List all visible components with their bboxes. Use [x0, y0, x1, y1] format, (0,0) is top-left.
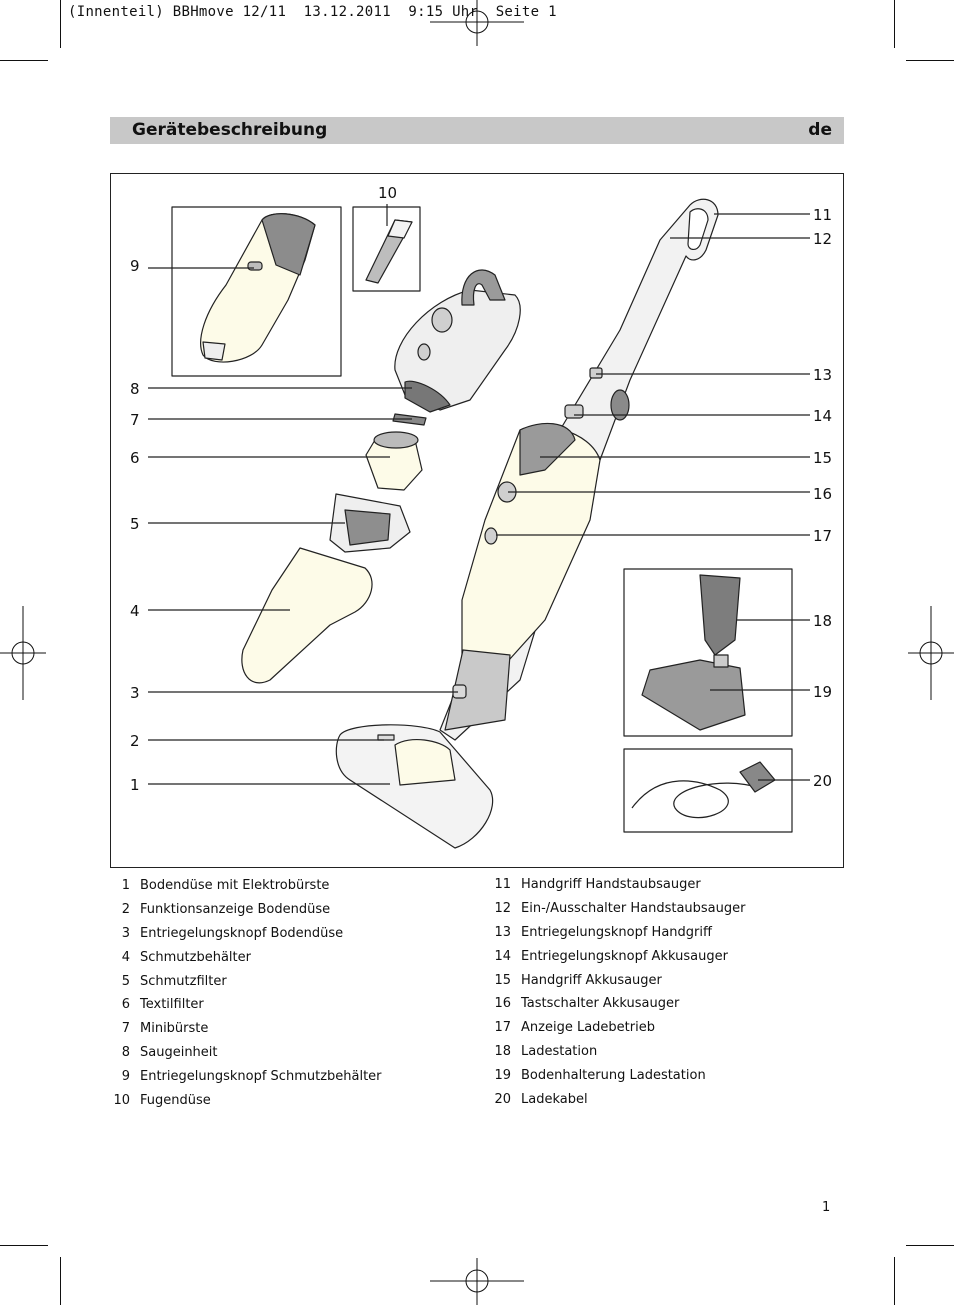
legend-label: Textilfilter	[140, 997, 204, 1013]
legend-label: Fugendüse	[140, 1093, 211, 1109]
callout-15: 15	[813, 449, 833, 467]
legend-label: Ein-/Ausschalter Handstaubsauger	[521, 900, 746, 916]
legend-number: 10	[113, 1093, 130, 1109]
dirt-container	[242, 548, 372, 683]
legend-label: Anzeige Ladebetrieb	[521, 1020, 655, 1036]
legend-label: Handgriff Handstaubsauger	[521, 877, 701, 892]
legend-label: Entriegelungsknopf Handgriff	[521, 924, 712, 940]
charging-station-holder	[700, 575, 740, 655]
legend-left-column	[110, 878, 470, 1117]
legend-label: Entriegelungsknopf Schmutzbehälter	[140, 1069, 382, 1085]
legend-number: 12	[494, 900, 511, 916]
legend-item	[491, 1092, 851, 1116]
legend-number: 2	[121, 901, 130, 917]
legend-label: Bodendüse mit Elektrobürste	[140, 878, 330, 893]
legend-item	[110, 997, 470, 1021]
callout-11: 11	[813, 206, 833, 224]
legend-number: 9	[121, 1069, 130, 1085]
language-code: de	[808, 120, 832, 140]
legend-number: 20	[494, 1092, 511, 1108]
callout-17: 17	[813, 527, 833, 545]
legend-number: 14	[494, 948, 511, 964]
legend-number: 3	[121, 925, 130, 941]
legend-right-column	[491, 877, 851, 1116]
legend-item	[491, 925, 851, 949]
legend-number: 16	[494, 996, 511, 1012]
callout-2: 2	[130, 732, 140, 750]
legend-label: Tastschalter Akkusauger	[521, 996, 680, 1012]
legend-label: Handgriff Akkusauger	[521, 972, 662, 988]
legend-number: 17	[494, 1020, 511, 1036]
legend-item	[491, 1068, 851, 1092]
legend-label: Entriegelungsknopf Bodendüse	[140, 925, 344, 941]
legend-item	[491, 973, 851, 997]
callout-13: 13	[813, 366, 833, 384]
legend-item	[110, 1069, 470, 1093]
legend-number: 5	[121, 973, 130, 989]
callout-1: 1	[130, 776, 140, 794]
callout-5: 5	[130, 515, 140, 533]
legend-item	[491, 1020, 851, 1044]
legend-item	[110, 902, 470, 926]
legend-number: 18	[494, 1044, 511, 1060]
legend-number: 19	[494, 1068, 511, 1084]
legend-number: 11	[494, 877, 511, 892]
callout-14: 14	[813, 407, 833, 425]
legend-number: 15	[494, 972, 511, 988]
legend-number: 4	[121, 949, 130, 965]
legend-label: Schmutzfilter	[140, 973, 227, 989]
callout-12: 12	[813, 230, 833, 248]
callout-16: 16	[813, 485, 833, 503]
callout-9: 9	[130, 257, 140, 275]
legend-label: Saugeinheit	[140, 1045, 218, 1061]
legend-number: 7	[121, 1021, 130, 1037]
legend-item	[110, 1045, 470, 1069]
legend-label: Funktionsanzeige Bodendüse	[140, 901, 331, 917]
handvac-release-button	[248, 262, 262, 270]
legend-item	[110, 1093, 470, 1117]
callout-8: 8	[130, 380, 140, 398]
legend-item	[491, 949, 851, 973]
callout-6: 6	[130, 449, 140, 467]
legend-item	[110, 1021, 470, 1045]
legend-label: Ladekabel	[521, 1092, 588, 1108]
charging-cable	[632, 781, 760, 818]
legend-label: Schmutzbehälter	[140, 949, 251, 965]
legend-item	[491, 877, 851, 901]
legend-number: 1	[121, 878, 130, 893]
section-title: Gerätebeschreibung	[132, 120, 328, 140]
callout-4: 4	[130, 602, 140, 620]
legend-label: Minibürste	[140, 1021, 209, 1037]
legend-label: Bodenhalterung Ladestation	[521, 1068, 706, 1084]
page-number: 1	[822, 1200, 831, 1215]
charging-station-floor-mount	[642, 660, 745, 730]
legend-item	[110, 950, 470, 974]
charger-plug	[740, 762, 775, 792]
callout-10: 10	[378, 184, 398, 202]
callout-3: 3	[130, 684, 140, 702]
callout-19: 19	[813, 683, 833, 701]
legend-item	[110, 974, 470, 998]
legend-label: Entriegelungsknopf Akkusauger	[521, 948, 728, 964]
legend-item	[491, 901, 851, 925]
legend-item	[110, 878, 470, 902]
legend-label: Ladestation	[521, 1044, 598, 1060]
callout-20: 20	[813, 772, 833, 790]
legend-item	[491, 996, 851, 1020]
legend-number: 6	[121, 997, 130, 1013]
legend-number: 13	[494, 924, 511, 940]
legend-item	[110, 926, 470, 950]
callout-7: 7	[130, 411, 140, 429]
callout-18: 18	[813, 612, 833, 630]
legend-number: 8	[121, 1045, 130, 1061]
print-slug-line: (Innenteil) BBHmove 12/11 13.12.2011 9:15 Uhr Seite 1	[68, 4, 557, 20]
legend-item	[491, 1044, 851, 1068]
